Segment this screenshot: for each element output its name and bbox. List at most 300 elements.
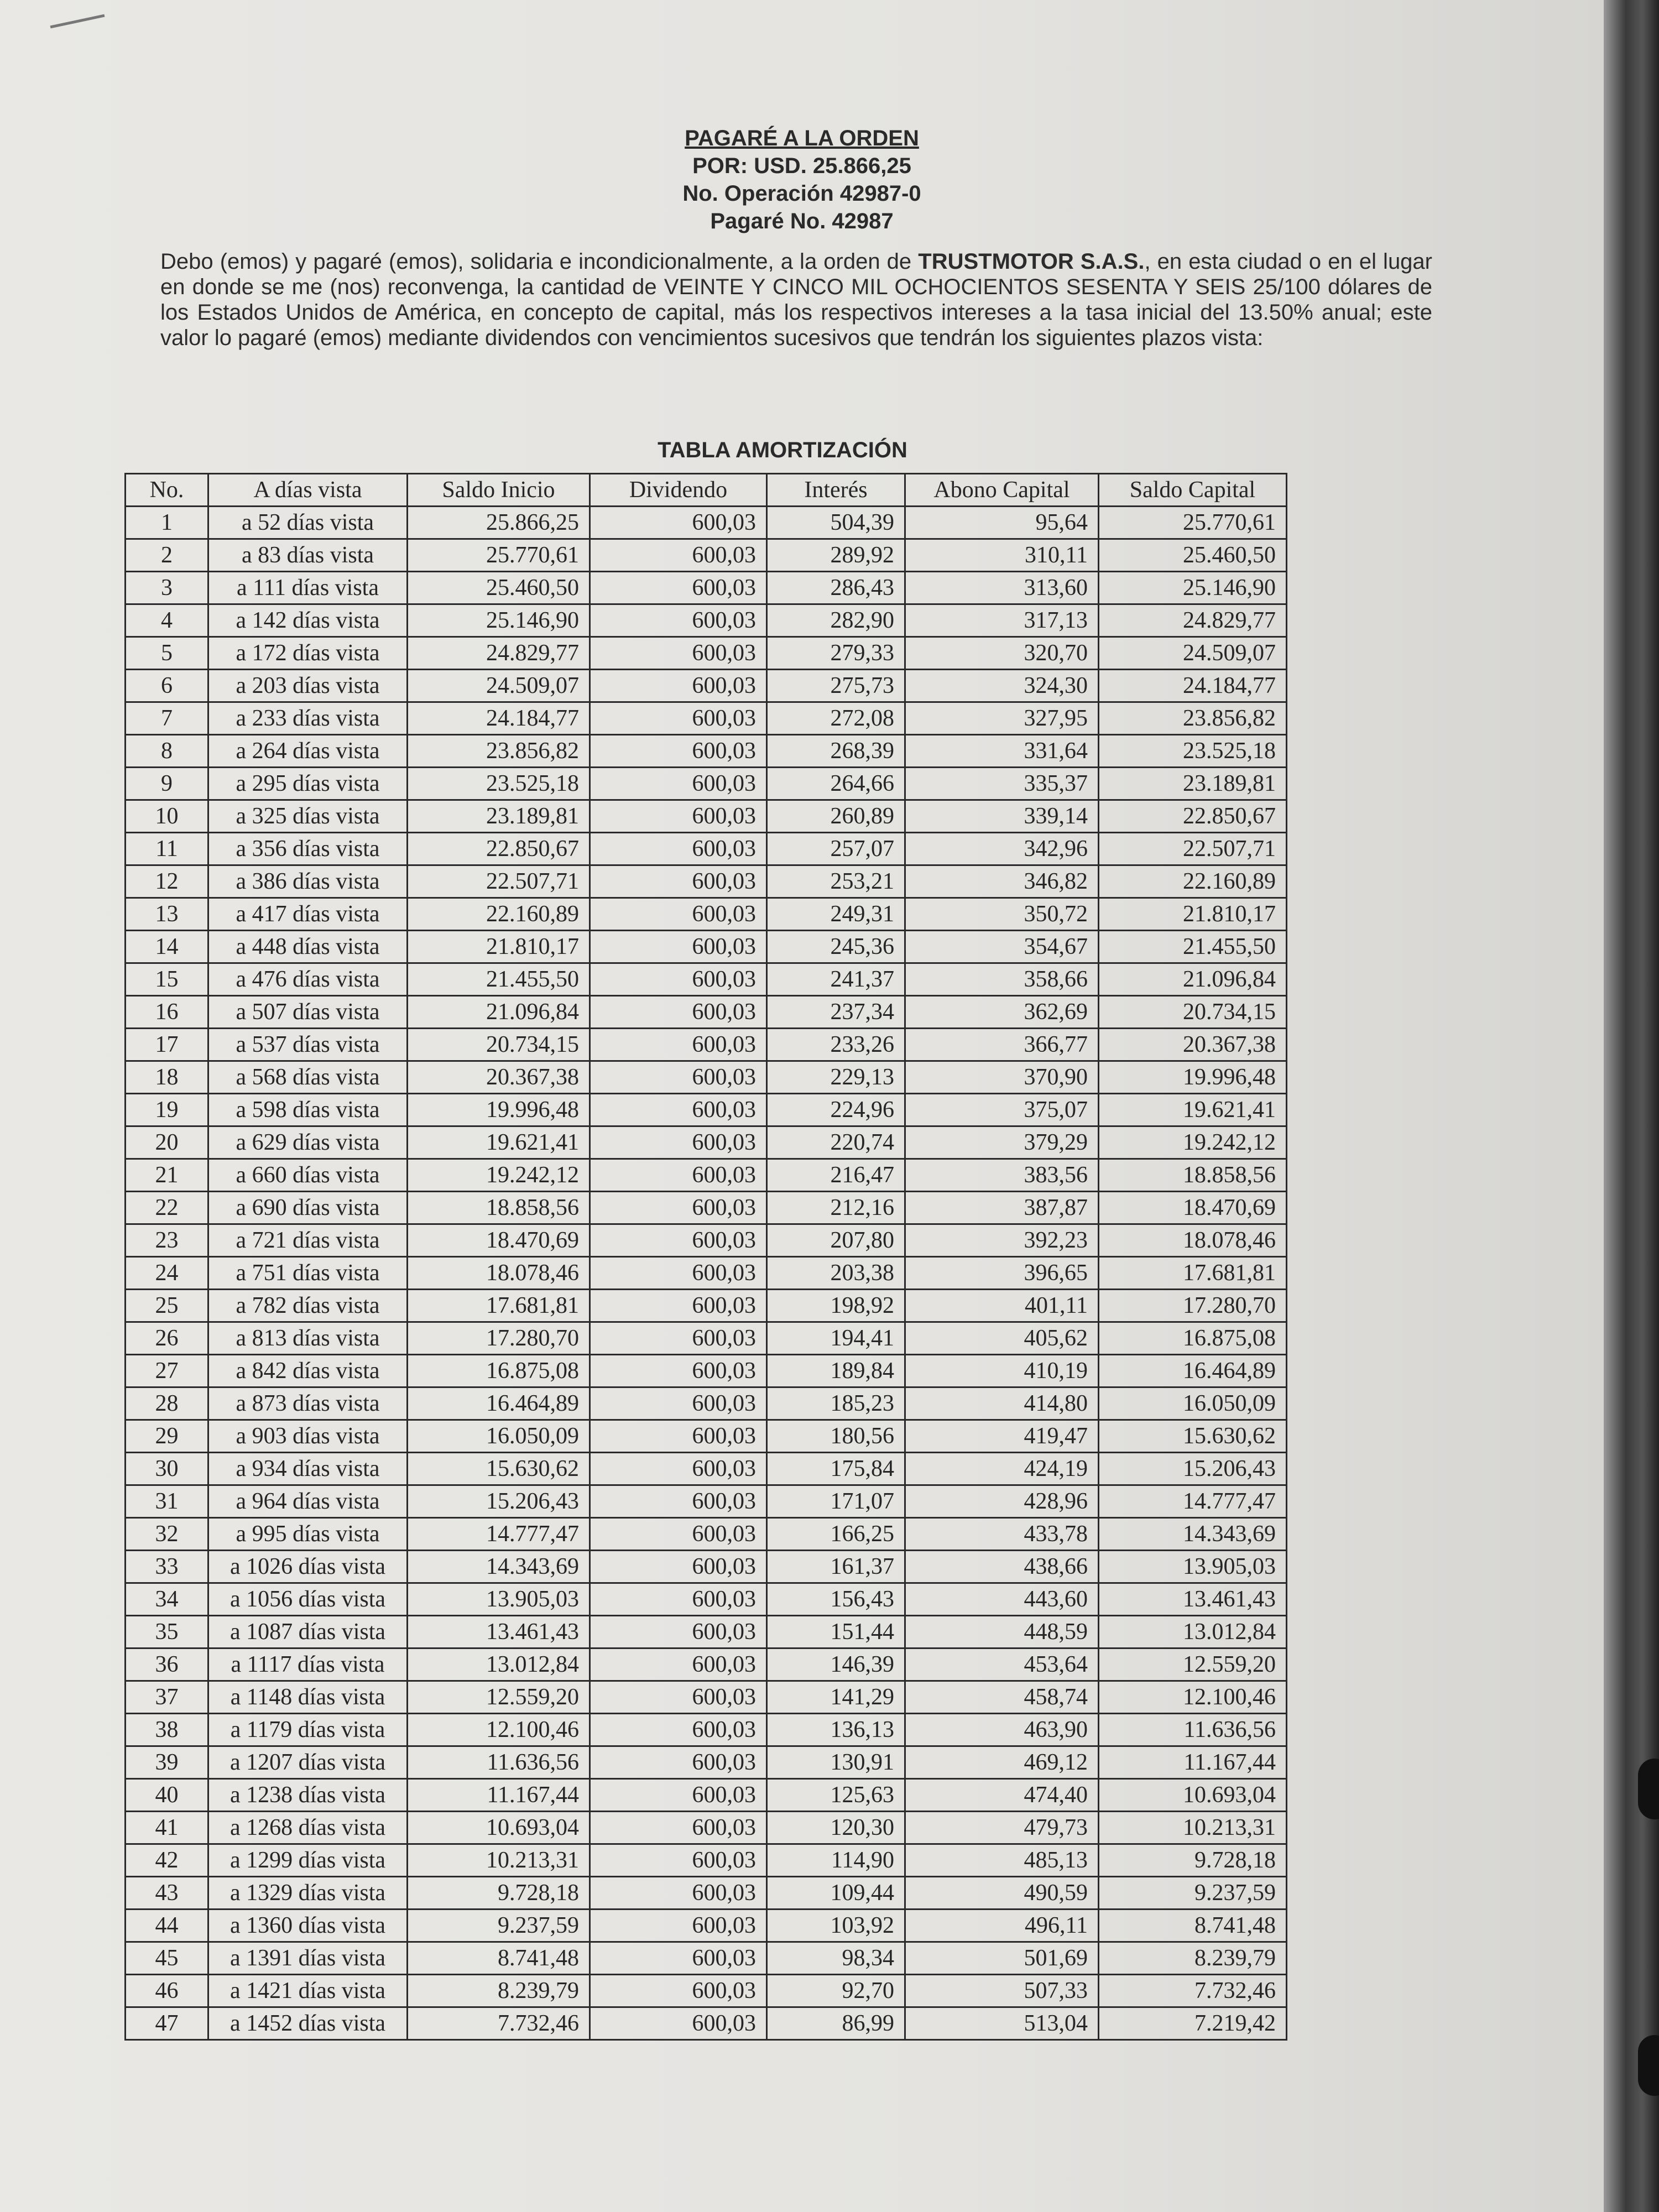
cell-principal: 507,33 [905, 1975, 1099, 2007]
cell-interest: 109,44 [767, 1877, 905, 1910]
amount: POR: USD. 25.866,25 [692, 154, 911, 178]
cell-principal: 501,69 [905, 1942, 1099, 1975]
body-text-2: , en esta ciudad o en el lugar en donde se me (nos) reconvenga, la cantidad de VEINTE Y CINCO MIL OCHOCIENTOS SESENTA Y SEIS 25/100 dólares de los Estados Unidos de América, en concepto de capital, más los respectivos intereses a la tasa inicial del 13.50% anual; este valor lo pagaré (emos) mediante dividendos con vencimientos sucesivos que tendrán los siguientes plazos vista: [160, 249, 1432, 350]
cell-closing-balance: 23.525,18 [1099, 735, 1287, 768]
cell-principal: 313,60 [905, 572, 1099, 604]
cell-opening-balance: 19.242,12 [408, 1159, 590, 1192]
cell-opening-balance: 13.461,43 [408, 1616, 590, 1648]
table-row [126, 1844, 1287, 1877]
cell-opening-balance: 8.741,48 [408, 1942, 590, 1975]
table-row [126, 768, 1287, 800]
cell-closing-balance: 23.856,82 [1099, 702, 1287, 735]
cell-principal: 375,07 [905, 1094, 1099, 1126]
cell-no: 37 [126, 1681, 208, 1714]
cell-principal: 354,67 [905, 931, 1099, 963]
cell-payment: 600,03 [590, 1322, 767, 1355]
table-row [126, 1257, 1287, 1290]
cell-opening-balance: 25.770,61 [408, 539, 590, 572]
cell-no: 20 [126, 1126, 208, 1159]
cell-principal: 320,70 [905, 637, 1099, 670]
cell-principal: 392,23 [905, 1224, 1099, 1257]
cell-days: a 1179 días vista [208, 1714, 408, 1746]
cell-opening-balance: 12.100,46 [408, 1714, 590, 1746]
table-row [126, 931, 1287, 963]
cell-closing-balance: 24.829,77 [1099, 604, 1287, 637]
cell-days: a 782 días vista [208, 1290, 408, 1322]
cell-days: a 203 días vista [208, 670, 408, 702]
cell-opening-balance: 13.905,03 [408, 1583, 590, 1616]
cell-days: a 751 días vista [208, 1257, 408, 1290]
cell-principal: 448,59 [905, 1616, 1099, 1648]
cell-days: a 1087 días vista [208, 1616, 408, 1648]
cell-closing-balance: 12.559,20 [1099, 1648, 1287, 1681]
cell-days: a 1117 días vista [208, 1648, 408, 1681]
cell-interest: 241,37 [767, 963, 905, 996]
cell-opening-balance: 11.636,56 [408, 1746, 590, 1779]
cell-payment: 600,03 [590, 1061, 767, 1094]
cell-days: a 172 días vista [208, 637, 408, 670]
column-header-opening-balance: Saldo Inicio [408, 474, 590, 507]
table-row [126, 1910, 1287, 1942]
cell-payment: 600,03 [590, 1094, 767, 1126]
cell-days: a 995 días vista [208, 1518, 408, 1551]
cell-interest: 257,07 [767, 833, 905, 865]
cell-no: 30 [126, 1453, 208, 1485]
cell-payment: 600,03 [590, 1126, 767, 1159]
cell-no: 12 [126, 865, 208, 898]
cell-interest: 282,90 [767, 604, 905, 637]
table-row [126, 1583, 1287, 1616]
cell-interest: 253,21 [767, 865, 905, 898]
cell-opening-balance: 20.367,38 [408, 1061, 590, 1094]
cell-days: a 1452 días vista [208, 2007, 408, 2040]
cell-opening-balance: 18.078,46 [408, 1257, 590, 1290]
cell-closing-balance: 7.732,46 [1099, 1975, 1287, 2007]
cell-payment: 600,03 [590, 637, 767, 670]
cell-payment: 600,03 [590, 1975, 767, 2007]
cell-interest: 203,38 [767, 1257, 905, 1290]
cell-interest: 245,36 [767, 931, 905, 963]
cell-payment: 600,03 [590, 2007, 767, 2040]
table-row [126, 637, 1287, 670]
cell-days: a 295 días vista [208, 768, 408, 800]
cell-opening-balance: 17.681,81 [408, 1290, 590, 1322]
table-header-row [126, 474, 1287, 507]
cell-opening-balance: 12.559,20 [408, 1681, 590, 1714]
cell-days: a 417 días vista [208, 898, 408, 931]
cell-interest: 264,66 [767, 768, 905, 800]
cell-days: a 1148 días vista [208, 1681, 408, 1714]
cell-opening-balance: 22.507,71 [408, 865, 590, 898]
cell-days: a 476 días vista [208, 963, 408, 996]
table-row [126, 898, 1287, 931]
table-row [126, 702, 1287, 735]
cell-no: 7 [126, 702, 208, 735]
cell-principal: 324,30 [905, 670, 1099, 702]
cell-closing-balance: 10.693,04 [1099, 1779, 1287, 1812]
cell-no: 1 [126, 507, 208, 539]
cell-no: 18 [126, 1061, 208, 1094]
cell-closing-balance: 25.770,61 [1099, 507, 1287, 539]
cell-interest: 161,37 [767, 1551, 905, 1583]
table-row [126, 507, 1287, 539]
column-header-days: A días vista [208, 474, 408, 507]
cell-days: a 1329 días vista [208, 1877, 408, 1910]
table-row [126, 1779, 1287, 1812]
cell-no: 2 [126, 539, 208, 572]
cell-payment: 600,03 [590, 735, 767, 768]
table-row [126, 1126, 1287, 1159]
cell-no: 25 [126, 1290, 208, 1322]
cell-interest: 171,07 [767, 1485, 905, 1518]
cell-principal: 410,19 [905, 1355, 1099, 1387]
document-header [553, 124, 1051, 235]
cell-closing-balance: 7.219,42 [1099, 2007, 1287, 2040]
cell-interest: 180,56 [767, 1420, 905, 1453]
cell-days: a 629 días vista [208, 1126, 408, 1159]
cell-principal: 379,29 [905, 1126, 1099, 1159]
cell-no: 4 [126, 604, 208, 637]
cell-closing-balance: 18.470,69 [1099, 1192, 1287, 1224]
cell-opening-balance: 25.460,50 [408, 572, 590, 604]
table-row [126, 963, 1287, 996]
table-row [126, 1518, 1287, 1551]
table-row [126, 800, 1287, 833]
cell-opening-balance: 15.206,43 [408, 1485, 590, 1518]
cell-no: 10 [126, 800, 208, 833]
cell-no: 39 [126, 1746, 208, 1779]
cell-payment: 600,03 [590, 1779, 767, 1812]
cell-closing-balance: 15.206,43 [1099, 1453, 1287, 1485]
table-row [126, 1094, 1287, 1126]
cell-no: 14 [126, 931, 208, 963]
cell-closing-balance: 13.012,84 [1099, 1616, 1287, 1648]
table-row [126, 1355, 1287, 1387]
cell-opening-balance: 23.189,81 [408, 800, 590, 833]
cell-no: 6 [126, 670, 208, 702]
cell-interest: 114,90 [767, 1844, 905, 1877]
cell-interest: 92,70 [767, 1975, 905, 2007]
cell-closing-balance: 24.509,07 [1099, 637, 1287, 670]
cell-opening-balance: 23.525,18 [408, 768, 590, 800]
cell-payment: 600,03 [590, 898, 767, 931]
cell-principal: 419,47 [905, 1420, 1099, 1453]
cell-days: a 721 días vista [208, 1224, 408, 1257]
cell-opening-balance: 9.237,59 [408, 1910, 590, 1942]
cell-closing-balance: 11.167,44 [1099, 1746, 1287, 1779]
cell-principal: 485,13 [905, 1844, 1099, 1877]
cell-opening-balance: 16.464,89 [408, 1387, 590, 1420]
cell-payment: 600,03 [590, 1192, 767, 1224]
cell-closing-balance: 17.280,70 [1099, 1290, 1287, 1322]
cell-principal: 414,80 [905, 1387, 1099, 1420]
cell-days: a 660 días vista [208, 1159, 408, 1192]
cell-principal: 327,95 [905, 702, 1099, 735]
cell-interest: 220,74 [767, 1126, 905, 1159]
cell-no: 41 [126, 1812, 208, 1844]
cell-payment: 600,03 [590, 1583, 767, 1616]
cell-principal: 396,65 [905, 1257, 1099, 1290]
cell-opening-balance: 21.455,50 [408, 963, 590, 996]
cell-no: 28 [126, 1387, 208, 1420]
table-row [126, 1714, 1287, 1746]
cell-payment: 600,03 [590, 1877, 767, 1910]
cell-days: a 1360 días vista [208, 1910, 408, 1942]
cell-principal: 387,87 [905, 1192, 1099, 1224]
cell-days: a 873 días vista [208, 1387, 408, 1420]
cell-no: 42 [126, 1844, 208, 1877]
cell-closing-balance: 25.460,50 [1099, 539, 1287, 572]
cell-no: 24 [126, 1257, 208, 1290]
cell-no: 29 [126, 1420, 208, 1453]
cell-opening-balance: 18.858,56 [408, 1192, 590, 1224]
cell-closing-balance: 20.367,38 [1099, 1029, 1287, 1061]
cell-days: a 142 días vista [208, 604, 408, 637]
cell-closing-balance: 17.681,81 [1099, 1257, 1287, 1290]
table-row [126, 1975, 1287, 2007]
cell-closing-balance: 18.858,56 [1099, 1159, 1287, 1192]
cell-principal: 401,11 [905, 1290, 1099, 1322]
cell-days: a 1207 días vista [208, 1746, 408, 1779]
cell-opening-balance: 24.184,77 [408, 702, 590, 735]
cell-closing-balance: 19.621,41 [1099, 1094, 1287, 1126]
cell-no: 16 [126, 996, 208, 1029]
cell-payment: 600,03 [590, 1224, 767, 1257]
cell-payment: 600,03 [590, 833, 767, 865]
table-row [126, 1746, 1287, 1779]
cell-days: a 842 días vista [208, 1355, 408, 1387]
cell-days: a 111 días vista [208, 572, 408, 604]
cell-opening-balance: 11.167,44 [408, 1779, 590, 1812]
cell-closing-balance: 18.078,46 [1099, 1224, 1287, 1257]
cell-closing-balance: 24.184,77 [1099, 670, 1287, 702]
cell-opening-balance: 7.732,46 [408, 2007, 590, 2040]
cell-days: a 537 días vista [208, 1029, 408, 1061]
cell-interest: 151,44 [767, 1616, 905, 1648]
table-row [126, 1290, 1287, 1322]
cell-days: a 1391 días vista [208, 1942, 408, 1975]
cell-opening-balance: 19.621,41 [408, 1126, 590, 1159]
cell-no: 26 [126, 1322, 208, 1355]
cell-payment: 600,03 [590, 1910, 767, 1942]
cell-opening-balance: 9.728,18 [408, 1877, 590, 1910]
cell-payment: 600,03 [590, 1551, 767, 1583]
cell-interest: 120,30 [767, 1812, 905, 1844]
cell-payment: 600,03 [590, 1746, 767, 1779]
cell-interest: 260,89 [767, 800, 905, 833]
cell-no: 45 [126, 1942, 208, 1975]
cell-days: a 507 días vista [208, 996, 408, 1029]
cell-interest: 194,41 [767, 1322, 905, 1355]
cell-interest: 146,39 [767, 1648, 905, 1681]
cell-no: 27 [126, 1355, 208, 1387]
cell-no: 36 [126, 1648, 208, 1681]
cell-principal: 433,78 [905, 1518, 1099, 1551]
cell-opening-balance: 17.280,70 [408, 1322, 590, 1355]
table-row [126, 1942, 1287, 1975]
cell-closing-balance: 22.507,71 [1099, 833, 1287, 865]
table-row [126, 1420, 1287, 1453]
cell-days: a 52 días vista [208, 507, 408, 539]
cell-payment: 600,03 [590, 1355, 767, 1387]
cell-no: 34 [126, 1583, 208, 1616]
cell-principal: 513,04 [905, 2007, 1099, 2040]
cell-principal: 358,66 [905, 963, 1099, 996]
cell-closing-balance: 9.237,59 [1099, 1877, 1287, 1910]
cell-payment: 600,03 [590, 1714, 767, 1746]
table-row [126, 604, 1287, 637]
table-row [126, 1616, 1287, 1648]
cell-closing-balance: 10.213,31 [1099, 1812, 1287, 1844]
table-row [126, 2007, 1287, 2040]
cell-interest: 249,31 [767, 898, 905, 931]
column-header-interest: Interés [767, 474, 905, 507]
cell-principal: 383,56 [905, 1159, 1099, 1192]
cell-principal: 342,96 [905, 833, 1099, 865]
cell-interest: 207,80 [767, 1224, 905, 1257]
cell-principal: 339,14 [905, 800, 1099, 833]
cell-closing-balance: 15.630,62 [1099, 1420, 1287, 1453]
table-row [126, 572, 1287, 604]
cell-payment: 600,03 [590, 1812, 767, 1844]
table-caption: TABLA AMORTIZACIÓN [658, 438, 907, 462]
cell-payment: 600,03 [590, 1681, 767, 1714]
cell-opening-balance: 23.856,82 [408, 735, 590, 768]
cell-principal: 362,69 [905, 996, 1099, 1029]
cell-interest: 272,08 [767, 702, 905, 735]
cell-closing-balance: 22.850,67 [1099, 800, 1287, 833]
cell-no: 17 [126, 1029, 208, 1061]
cell-closing-balance: 11.636,56 [1099, 1714, 1287, 1746]
table-row [126, 833, 1287, 865]
cell-payment: 600,03 [590, 507, 767, 539]
cell-days: a 1056 días vista [208, 1583, 408, 1616]
cell-days: a 386 días vista [208, 865, 408, 898]
cell-principal: 317,13 [905, 604, 1099, 637]
cell-principal: 405,62 [905, 1322, 1099, 1355]
cell-closing-balance: 21.096,84 [1099, 963, 1287, 996]
table-row [126, 1648, 1287, 1681]
cell-opening-balance: 21.810,17 [408, 931, 590, 963]
body-paragraph [160, 249, 1432, 351]
cell-principal: 331,64 [905, 735, 1099, 768]
cell-days: a 1299 días vista [208, 1844, 408, 1877]
column-header-payment: Dividendo [590, 474, 767, 507]
cell-no: 32 [126, 1518, 208, 1551]
cell-interest: 86,99 [767, 2007, 905, 2040]
cell-no: 19 [126, 1094, 208, 1126]
cell-closing-balance: 14.343,69 [1099, 1518, 1287, 1551]
table-row [126, 735, 1287, 768]
cell-opening-balance: 24.829,77 [408, 637, 590, 670]
table-row [126, 539, 1287, 572]
cell-opening-balance: 24.509,07 [408, 670, 590, 702]
cell-opening-balance: 22.850,67 [408, 833, 590, 865]
table-row [126, 1322, 1287, 1355]
cell-payment: 600,03 [590, 996, 767, 1029]
cell-payment: 600,03 [590, 604, 767, 637]
cell-opening-balance: 16.875,08 [408, 1355, 590, 1387]
cell-payment: 600,03 [590, 572, 767, 604]
cell-closing-balance: 19.242,12 [1099, 1126, 1287, 1159]
cell-days: a 233 días vista [208, 702, 408, 735]
cell-days: a 83 días vista [208, 539, 408, 572]
cell-principal: 310,11 [905, 539, 1099, 572]
cell-payment: 600,03 [590, 702, 767, 735]
cell-payment: 600,03 [590, 931, 767, 963]
column-header-closing-balance: Saldo Capital [1099, 474, 1287, 507]
cell-opening-balance: 21.096,84 [408, 996, 590, 1029]
cell-opening-balance: 8.239,79 [408, 1975, 590, 2007]
cell-days: a 568 días vista [208, 1061, 408, 1094]
cell-payment: 600,03 [590, 1257, 767, 1290]
cell-days: a 903 días vista [208, 1420, 408, 1453]
table-row [126, 1453, 1287, 1485]
cell-principal: 424,19 [905, 1453, 1099, 1485]
cell-interest: 175,84 [767, 1453, 905, 1485]
cell-principal: 350,72 [905, 898, 1099, 931]
cell-interest: 125,63 [767, 1779, 905, 1812]
cell-opening-balance: 16.050,09 [408, 1420, 590, 1453]
cell-closing-balance: 22.160,89 [1099, 865, 1287, 898]
table-row [126, 1029, 1287, 1061]
cell-days: a 1238 días vista [208, 1779, 408, 1812]
cell-no: 15 [126, 963, 208, 996]
table-row [126, 670, 1287, 702]
cell-interest: 136,13 [767, 1714, 905, 1746]
cell-no: 22 [126, 1192, 208, 1224]
cell-payment: 600,03 [590, 1844, 767, 1877]
cell-payment: 600,03 [590, 800, 767, 833]
cell-days: a 264 días vista [208, 735, 408, 768]
cell-opening-balance: 25.866,25 [408, 507, 590, 539]
cell-opening-balance: 20.734,15 [408, 1029, 590, 1061]
cell-no: 46 [126, 1975, 208, 2007]
body-text-1: Debo (emos) y pagaré (emos), solidaria e incondicionalmente, a la orden de [160, 249, 919, 274]
cell-interest: 141,29 [767, 1681, 905, 1714]
cell-interest: 216,47 [767, 1159, 905, 1192]
cell-payment: 600,03 [590, 1387, 767, 1420]
cell-principal: 443,60 [905, 1583, 1099, 1616]
cell-interest: 229,13 [767, 1061, 905, 1094]
cell-principal: 366,77 [905, 1029, 1099, 1061]
cell-interest: 212,16 [767, 1192, 905, 1224]
cell-payment: 600,03 [590, 670, 767, 702]
cell-closing-balance: 25.146,90 [1099, 572, 1287, 604]
cell-days: a 325 días vista [208, 800, 408, 833]
cell-no: 44 [126, 1910, 208, 1942]
cell-principal: 438,66 [905, 1551, 1099, 1583]
cell-interest: 237,34 [767, 996, 905, 1029]
cell-no: 5 [126, 637, 208, 670]
cell-payment: 600,03 [590, 539, 767, 572]
cell-payment: 600,03 [590, 963, 767, 996]
cell-closing-balance: 8.741,48 [1099, 1910, 1287, 1942]
cell-interest: 233,26 [767, 1029, 905, 1061]
table-row [126, 1812, 1287, 1844]
cell-payment: 600,03 [590, 768, 767, 800]
note-number: Pagaré No. 42987 [710, 209, 894, 233]
cell-interest: 103,92 [767, 1910, 905, 1942]
cell-days: a 1268 días vista [208, 1812, 408, 1844]
cell-principal: 469,12 [905, 1746, 1099, 1779]
cell-days: a 964 días vista [208, 1485, 408, 1518]
cell-closing-balance: 21.455,50 [1099, 931, 1287, 963]
cell-closing-balance: 13.461,43 [1099, 1583, 1287, 1616]
cell-days: a 1026 días vista [208, 1551, 408, 1583]
cell-principal: 479,73 [905, 1812, 1099, 1844]
cell-closing-balance: 13.905,03 [1099, 1551, 1287, 1583]
